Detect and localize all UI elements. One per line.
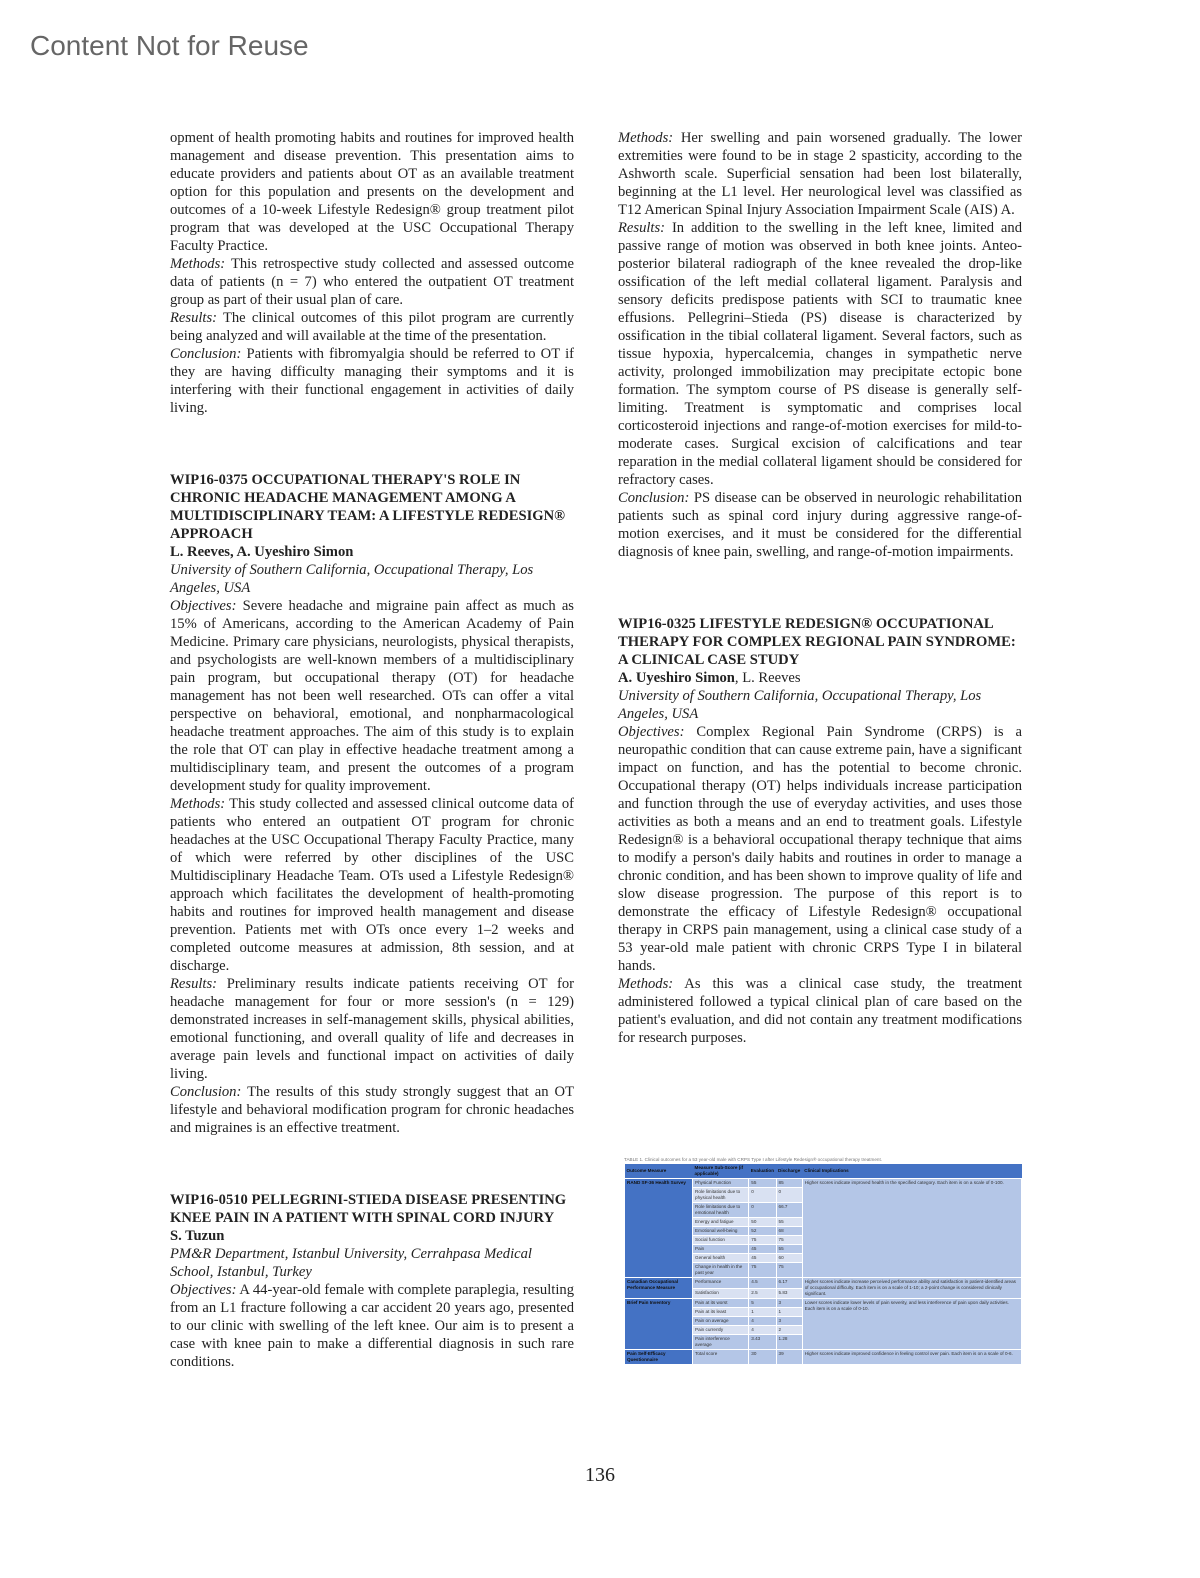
affiliation: University of Southern California, Occupational Therapy, Los Angeles, USA xyxy=(170,562,534,596)
table-cell: 5 xyxy=(749,1299,776,1308)
table-cell: 4 xyxy=(749,1317,776,1326)
table-cell: Role limitations due to physical health xyxy=(693,1188,749,1203)
table-cell: 55 xyxy=(776,1245,802,1254)
section-label: Conclusion: xyxy=(618,490,690,506)
paragraph-text: Preliminary results indicate patients receiving OT for headache management for four or more session's (n = 129) demonstrated increases in self-management skills, physical abilities, emotional functioning, and overall quality of life and decreases in average pain levels and functional impact on activities of daily living. xyxy=(170,976,574,1082)
section-label: Methods: xyxy=(618,976,674,992)
abstract-wip16-0510-continued xyxy=(618,129,1022,561)
table-cell: 60 xyxy=(776,1254,802,1263)
column-header: Outcome Measure xyxy=(625,1164,693,1179)
table-cell: Energy and fatigue xyxy=(693,1218,749,1227)
paragraph-text: As this was a clinical case study, the treatment administered followed a typical clinical plan of care based on the patient's evaluation, and did not contain any treatment modifications for research purposes. xyxy=(618,976,1022,1046)
table-cell: 1.28 xyxy=(776,1335,802,1350)
paragraph xyxy=(170,129,574,255)
abstract-wip16-0375 xyxy=(170,471,574,1137)
paragraph-text: A 44-year-old female with complete paraplegia, resulting from an L1 fracture following a car accident 20 years ago, presented to our clinic with swelling of the left knee. Our aim is to present a case with knee pain to make a differential diagnosis in such rare conditions. xyxy=(170,1282,574,1370)
outcome-measure: Brief Pain Inventory xyxy=(625,1299,693,1350)
section-label: Methods: xyxy=(170,256,226,272)
table-cell: 66.7 xyxy=(776,1203,802,1218)
section-label: Methods: xyxy=(618,130,674,146)
table-cell: Pain xyxy=(693,1245,749,1254)
table-cell: 45 xyxy=(749,1254,776,1263)
table-cell: 0 xyxy=(776,1188,802,1203)
table-cell: Performance xyxy=(693,1278,749,1289)
table-cell: 5.83 xyxy=(776,1288,802,1299)
clinical-implication: Higher scores indicate improved confidence in feeling control over pain. Each item is on a scale of 0-6. xyxy=(802,1350,1021,1365)
paragraph-text: This retrospective study collected and assessed outcome data of patients (n = 7) who entered the outpatient OT treatment group as part of their usual plan of care. xyxy=(170,256,574,308)
abstract-title: WIP16-0510 PELLEGRINI-STIEDA DISEASE PRESENTING KNEE PAIN IN A PATIENT WITH SPINAL CORD INJURY xyxy=(170,1192,567,1226)
paragraph xyxy=(170,309,574,345)
outcome-measure: Canadian Occupational Performance Measure xyxy=(625,1278,693,1299)
table-cell: 4 xyxy=(749,1326,776,1335)
page-number: 136 xyxy=(585,1464,615,1486)
affiliation: University of Southern California, Occupational Therapy, Los Angeles, USA xyxy=(618,688,982,722)
section-label: Results: xyxy=(170,976,218,992)
paragraph-text: This study collected and assessed clinical outcome data of patients who entered an outpatient OT program for chronic headaches at the USC Occupational Therapy Faculty Practice, many of which were referred by other disciplines of the USC Multidisciplinary Headache Team. OTs used a Lifestyle Redesign® approach which facilitates the development of health-promoting habits and routines for improved health management and disease prevention. Patients met with OTs once every 1–2 weeks and completed outcome measures at admission, 8th session, and at discharge. xyxy=(170,796,574,974)
table-cell: Pain at its least xyxy=(693,1308,749,1317)
paragraph xyxy=(170,597,574,795)
paragraph xyxy=(170,345,574,417)
table-cell: 3 xyxy=(776,1317,802,1326)
paragraph xyxy=(618,489,1022,561)
table-cell: 50 xyxy=(749,1218,776,1227)
paragraph-text: The results of this study strongly suggest that an OT lifestyle and behavioral modification program for chronic headaches and migraines is an effective treatment. xyxy=(170,1084,574,1136)
table-cell: 2 xyxy=(776,1326,802,1335)
column-header: Measure Sub-Score (if applicable) xyxy=(693,1164,749,1179)
table-cell: 4.5 xyxy=(749,1278,776,1289)
paragraph xyxy=(618,219,1022,489)
paragraph xyxy=(618,975,1022,1047)
paragraph-text: In addition to the swelling in the left knee, limited and passive range of motion was observed in both knee joints. Anteo-posterior bilateral radiograph of the knee revealed the drop-like ossification of the left medial collateral ligament. Paralysis and sensory deficits predispose patients with SCI to traumatic knee effusions. Pellegrini–Stieda (PS) disease is characterized by ossification in the tibial collateral ligament. Several factors, such as tissue hypoxia, hypercalcemia, changes in sympathetic nerve activity, prolonged immobilization may precipitate ectopic bone formation. The symptom course of PS disease is generally self-limiting. Treatment is symptomatic and comprises local corticosteroid injections and range-of-motion exercises for mild-to-moderate cases. Surgical excision of calcifications and tear reparation in the medial collateral ligament should be considered for refractory cases. xyxy=(618,220,1022,488)
author-names: L. Reeves, A. Uyeshiro Simon xyxy=(170,544,354,560)
paragraph-text: Complex Regional Pain Syndrome (CRPS) is a neuropathic condition that can cause extreme pain, have a significant impact on function, and has the potential to become chronic. Occupational therapy (OT) helps individuals increase participation and function through the use of everyday activities, and uses those activities as both a means and an end to treatment goals. Lifestyle Redesign® is a behavioral occupational therapy technique that aims to modify a person's daily habits and routines in order to manage a chronic condition, and has been shown to improve quality of life and slow disease progression. The purpose of this report is to demonstrate the efficacy of Lifestyle Redesign® occupational therapy in CRPS pain management, using a clinical case study of a 53 year-old male patient with chronic CRPS Type I in bilateral hands. xyxy=(618,724,1022,974)
table-cell: Satisfaction xyxy=(693,1288,749,1299)
table-row xyxy=(625,1299,1022,1308)
section-label: Conclusion: xyxy=(170,346,242,362)
paragraph xyxy=(170,255,574,309)
abstract-wip16-0325 xyxy=(618,615,1022,1047)
paragraph xyxy=(170,1281,574,1371)
paragraph xyxy=(618,129,1022,219)
table-cell: Total score xyxy=(693,1350,749,1365)
column-header: Discharge xyxy=(776,1164,802,1179)
authors xyxy=(170,1227,574,1245)
column-header: Evaluation xyxy=(749,1164,776,1179)
table-cell: 52 xyxy=(749,1227,776,1236)
table-cell: 55 xyxy=(776,1218,802,1227)
paragraph xyxy=(618,723,1022,975)
outcome-measure: Pain Self-Efficacy Questionnaire xyxy=(625,1350,693,1365)
section-label: Conclusion: xyxy=(170,1084,242,1100)
authors xyxy=(618,669,1022,687)
table-cell: Pain at its worst xyxy=(693,1299,749,1308)
table-cell: 3 xyxy=(776,1299,802,1308)
table-row xyxy=(625,1350,1022,1365)
table-row xyxy=(625,1179,1022,1188)
section-label: Results: xyxy=(618,220,666,236)
section-label: Objectives: xyxy=(618,724,685,740)
watermark: Content Not for Reuse xyxy=(30,30,309,61)
clinical-implication: Lower scores indicate lower levels of pain severity, and less interference of pain upon daily activities. Each item is on a scale of 0-10. xyxy=(802,1299,1021,1350)
table-cell: Pain currently xyxy=(693,1326,749,1335)
clinical-outcomes-table xyxy=(624,1157,1022,1365)
section-label: Methods: xyxy=(170,796,226,812)
left-column xyxy=(170,129,574,1371)
paragraph-text: opment of health promoting habits and routines for improved health management and disease prevention. This presentation aims to educate providers and patients about OT as an available treatment option for this population and presents on the development and outcomes of a 10-week Lifestyle Redesign® group treatment pilot program that was developed at the USC Occupational Therapy Faculty Practice. xyxy=(170,130,574,254)
table-cell: 75 xyxy=(749,1236,776,1245)
intro-continuation xyxy=(170,129,574,417)
paragraph-text: Patients with fibromyalgia should be referred to OT if they are having difficulty managing their symptoms and it is interfering with their functional engagement in activities of daily living. xyxy=(170,346,574,416)
table-cell: 68 xyxy=(776,1227,802,1236)
abstract-title: WIP16-0325 LIFESTYLE REDESIGN® OCCUPATIONAL THERAPY FOR COMPLEX REGIONAL PAIN SYNDROME: A CLINICAL CASE STUDY xyxy=(618,616,1016,668)
table-cell: 75 xyxy=(749,1263,776,1278)
paragraph-text: Severe headache and migraine pain affect as much as 15% of Americans, according to the American Academy of Pain Medicine. Primary care physicians, neurologists, physical therapists, and psychologists are well-known members of a multidisciplinary pain program, but occupational therapy (OT) for headache management has not been well researched. OTs can offer a vital perspective on behavioral, emotional, and nonpharmacological headache treatment approaches. The aim of this study is to explain the role that OT can play in effective headache treatment among a multidisciplinary team, and present the outcomes of a program development study for quality improvement. xyxy=(170,598,574,794)
presenting-author: A. Uyeshiro Simon xyxy=(618,670,735,686)
table-cell: 0 xyxy=(749,1188,776,1203)
table-cell: Pain on average xyxy=(693,1317,749,1326)
table-cell: Physical Function xyxy=(693,1179,749,1188)
table-caption: TABLE 1. Clinical outcomes for a 53 year-old male with CRPS Type I after Lifestyle Redesign® occupational therapy treatment. xyxy=(624,1157,883,1162)
table-cell: 55 xyxy=(749,1179,776,1188)
abstract-wip16-0510 xyxy=(170,1191,574,1371)
table-cell: 39 xyxy=(776,1350,802,1365)
section-label: Objectives: xyxy=(170,1282,237,1298)
table-cell: 0 xyxy=(749,1203,776,1218)
table-cell: 85 xyxy=(776,1179,802,1188)
table-cell: 30 xyxy=(749,1350,776,1365)
table-cell: Social function xyxy=(693,1236,749,1245)
table-cell: Change in health in the past year xyxy=(693,1263,749,1278)
author-names: S. Tuzun xyxy=(170,1228,225,1244)
table-cell: 2.5 xyxy=(749,1288,776,1299)
co-authors: , L. Reeves xyxy=(734,670,801,686)
paragraph-text: Her swelling and pain worsened gradually. The lower extremities were found to be in stage 2 spasticity, according to the Ashworth scale. Superficial sensation had been lost bilaterally, beginning at the L1 level. Her neurological level was classified as T12 American Spinal Injury Association Impairment Scale (AIS) A. xyxy=(618,130,1022,218)
paragraph xyxy=(170,1083,574,1137)
paragraph-text: The clinical outcomes of this pilot program are currently being analyzed and will available at the time of the presentation. xyxy=(170,310,574,344)
clinical-implication: Higher scores indicate improved health in the specified category. Each item is on a scale of 0-100. xyxy=(802,1179,1021,1278)
affiliation: PM&R Department, Istanbul University, Cerrahpasa Medical School, Istanbul, Turkey xyxy=(170,1246,532,1280)
right-column xyxy=(618,129,1022,1047)
section-label: Results: xyxy=(170,310,218,326)
column-header: Clinical Implications xyxy=(802,1164,1021,1179)
table-cell: 6.17 xyxy=(776,1278,802,1289)
paragraph-text: PS disease can be observed in neurologic rehabilitation patients such as spinal cord injury during aggressive range-of-motion exercises, and it must be considered for the differential diagnosis of knee pain, swelling, and range-of-motion impairments. xyxy=(618,490,1022,560)
table-cell: Role limitations due to emotional health xyxy=(693,1203,749,1218)
paragraph xyxy=(170,795,574,975)
table-row xyxy=(625,1278,1022,1289)
abstract-title: WIP16-0375 OCCUPATIONAL THERAPY'S ROLE IN CHRONIC HEADACHE MANAGEMENT AMONG A MULTIDISCIPLINARY TEAM: A LIFESTYLE REDESIGN® APPROACH xyxy=(170,472,566,542)
table-cell: 3.43 xyxy=(749,1335,776,1350)
paragraph xyxy=(170,975,574,1083)
clinical-implication: Higher scores indicate increase perceived performance ability and satisfaction in patient-identified areas of occupational difficulty. Each item is on a scale of 1-10; a 2-point change is considered clinically significant. xyxy=(802,1278,1021,1299)
table-cell: 45 xyxy=(749,1245,776,1254)
table-cell: 75 xyxy=(776,1236,802,1245)
section-label: Objectives: xyxy=(170,598,237,614)
table-cell: 1 xyxy=(776,1308,802,1317)
table-cell: Emotional well-being xyxy=(693,1227,749,1236)
table-cell: 1 xyxy=(749,1308,776,1317)
table-cell: General health xyxy=(693,1254,749,1263)
outcome-measure: RAND SF-36 Health Survey xyxy=(625,1179,693,1278)
table-cell: Pain interference average xyxy=(693,1335,749,1350)
authors xyxy=(170,543,574,561)
table-cell: 75 xyxy=(776,1263,802,1278)
